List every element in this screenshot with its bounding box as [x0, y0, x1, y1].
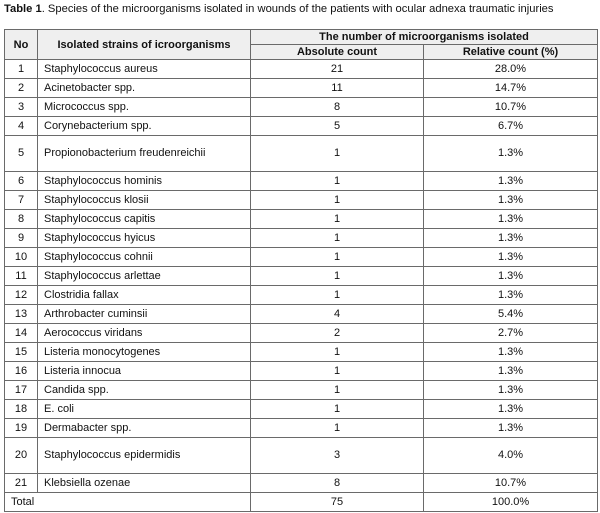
caption-label: Table 1	[4, 3, 42, 15]
relative-count: 4.0%	[424, 438, 598, 474]
absolute-count: 5	[251, 117, 424, 136]
strain-name: Staphylococcus klosii	[38, 191, 251, 210]
table-row	[5, 286, 598, 305]
relative-count: 1.3%	[424, 381, 598, 400]
table-body	[5, 60, 598, 493]
strain-name: Staphylococcus hominis	[38, 172, 251, 191]
absolute-count: 1	[251, 191, 424, 210]
absolute-count: 11	[251, 79, 424, 98]
row-number: 18	[5, 400, 38, 419]
row-number: 6	[5, 172, 38, 191]
relative-count: 1.3%	[424, 286, 598, 305]
strain-name: Staphylococcus capitis	[38, 210, 251, 229]
row-number: 4	[5, 117, 38, 136]
total-row	[5, 493, 598, 512]
table-row	[5, 210, 598, 229]
absolute-count: 1	[251, 210, 424, 229]
absolute-count: 1	[251, 400, 424, 419]
strain-name: Propionobacterium freudenreichii	[38, 136, 251, 172]
caption-text: . Species of the microorganisms isolated in wounds of the patients with ocular adnexa traumatic injuries	[41, 3, 554, 15]
strain-name: Micrococcus spp.	[38, 98, 251, 117]
relative-count: 1.3%	[424, 172, 598, 191]
header-absolute: Absolute count	[251, 45, 424, 60]
strain-name: Acinetobacter spp.	[38, 79, 251, 98]
table-row	[5, 419, 598, 438]
header-group: The number of microorganisms isolated	[251, 30, 598, 45]
strain-name: Listeria monocytogenes	[38, 343, 251, 362]
row-number: 14	[5, 324, 38, 343]
row-number: 10	[5, 248, 38, 267]
absolute-count: 8	[251, 474, 424, 493]
strain-name: Staphylococcus cohnii	[38, 248, 251, 267]
relative-count: 10.7%	[424, 98, 598, 117]
absolute-count: 1	[251, 419, 424, 438]
row-number: 15	[5, 343, 38, 362]
relative-count: 1.3%	[424, 343, 598, 362]
absolute-count: 1	[251, 229, 424, 248]
row-number: 7	[5, 191, 38, 210]
table-row	[5, 248, 598, 267]
row-number: 13	[5, 305, 38, 324]
absolute-count: 3	[251, 438, 424, 474]
row-number: 2	[5, 79, 38, 98]
absolute-count: 1	[251, 248, 424, 267]
row-number: 3	[5, 98, 38, 117]
relative-count: 1.3%	[424, 362, 598, 381]
table-row	[5, 60, 598, 79]
strain-name: Clostridia fallax	[38, 286, 251, 305]
total-absolute: 75	[251, 493, 424, 512]
relative-count: 10.7%	[424, 474, 598, 493]
table-row	[5, 474, 598, 493]
table-row	[5, 117, 598, 136]
table-row	[5, 136, 598, 172]
table-row	[5, 98, 598, 117]
absolute-count: 1	[251, 286, 424, 305]
table-row	[5, 172, 598, 191]
strain-name: Listeria innocua	[38, 362, 251, 381]
row-number: 8	[5, 210, 38, 229]
table-caption	[4, 3, 554, 15]
table-row	[5, 324, 598, 343]
table-row	[5, 400, 598, 419]
table-row	[5, 191, 598, 210]
strain-name: Dermabacter spp.	[38, 419, 251, 438]
absolute-count: 2	[251, 324, 424, 343]
absolute-count: 1	[251, 381, 424, 400]
strain-name: Staphylococcus epidermidis	[38, 438, 251, 474]
header-no: No	[5, 30, 38, 60]
strain-name: Candida spp.	[38, 381, 251, 400]
row-number: 17	[5, 381, 38, 400]
relative-count: 1.3%	[424, 248, 598, 267]
row-number: 20	[5, 438, 38, 474]
relative-count: 2.7%	[424, 324, 598, 343]
microorganisms-table	[4, 29, 598, 512]
absolute-count: 1	[251, 267, 424, 286]
absolute-count: 8	[251, 98, 424, 117]
row-number: 5	[5, 136, 38, 172]
total-label: Total	[5, 493, 251, 512]
absolute-count: 21	[251, 60, 424, 79]
header-strain: Isolated strains of icroorganisms	[38, 30, 251, 60]
strain-name: Aerococcus viridans	[38, 324, 251, 343]
table-row	[5, 381, 598, 400]
relative-count: 6.7%	[424, 117, 598, 136]
relative-count: 1.3%	[424, 191, 598, 210]
relative-count: 1.3%	[424, 136, 598, 172]
relative-count: 5.4%	[424, 305, 598, 324]
relative-count: 1.3%	[424, 400, 598, 419]
table-row	[5, 438, 598, 474]
relative-count: 1.3%	[424, 267, 598, 286]
strain-name: Corynebacterium spp.	[38, 117, 251, 136]
strain-name: Staphylococcus hyicus	[38, 229, 251, 248]
header-relative: Relative count (%)	[424, 45, 598, 60]
row-number: 12	[5, 286, 38, 305]
table-row	[5, 305, 598, 324]
strain-name: Arthrobacter cuminsii	[38, 305, 251, 324]
relative-count: 1.3%	[424, 210, 598, 229]
absolute-count: 4	[251, 305, 424, 324]
relative-count: 28.0%	[424, 60, 598, 79]
relative-count: 1.3%	[424, 419, 598, 438]
header-row	[5, 30, 598, 45]
absolute-count: 1	[251, 343, 424, 362]
strain-name: Staphylococcus aureus	[38, 60, 251, 79]
strain-name: Staphylococcus arlettae	[38, 267, 251, 286]
table-row	[5, 362, 598, 381]
total-relative: 100.0%	[424, 493, 598, 512]
absolute-count: 1	[251, 362, 424, 381]
absolute-count: 1	[251, 172, 424, 191]
relative-count: 14.7%	[424, 79, 598, 98]
row-number: 1	[5, 60, 38, 79]
strain-name: Klebsiella ozenae	[38, 474, 251, 493]
table-row	[5, 229, 598, 248]
row-number: 19	[5, 419, 38, 438]
relative-count: 1.3%	[424, 229, 598, 248]
table-row	[5, 343, 598, 362]
row-number: 21	[5, 474, 38, 493]
row-number: 9	[5, 229, 38, 248]
table-row	[5, 79, 598, 98]
row-number: 11	[5, 267, 38, 286]
table-row	[5, 267, 598, 286]
strain-name: E. coli	[38, 400, 251, 419]
absolute-count: 1	[251, 136, 424, 172]
row-number: 16	[5, 362, 38, 381]
